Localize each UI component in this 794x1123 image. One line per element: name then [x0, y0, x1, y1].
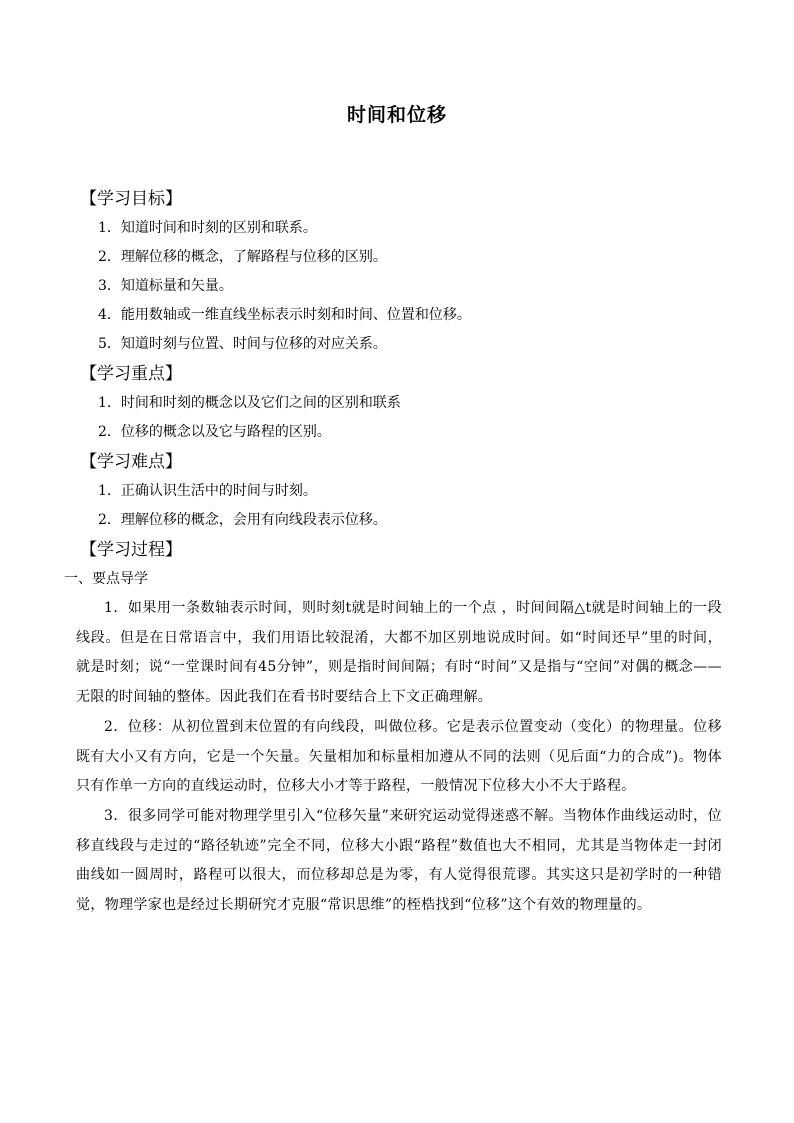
section-title: 一、要点导学: [64, 571, 148, 587]
objectives-heading: 【学习目标】: [80, 189, 182, 209]
key-point-item-1: 1．时间和时刻的概念以及它们之间的区别和联系: [98, 395, 401, 411]
objective-item-1: 1．知道时间和时刻的区别和联系。: [98, 220, 317, 236]
key-points-heading: 【学习重点】: [80, 364, 182, 384]
objective-item-2: 2．理解位移的概念，了解路程与位移的区别。: [98, 249, 387, 265]
process-paragraph-1: 1．如果用一条数轴表示时间，则时刻t就是时间轴上的一个点 ，时间间隔△t就是时间轴上的一段线段。但是在日常语言中，我们用语比较混淆，大都不加区别地说成时间。如“时间还早”里的时间，就是时刻；说“一堂课时间有45分钟”，则是指时间间隔；有时“时间”又是指与“空间”对偶的概念——无限的时间轴的整体。因此我们在看书时要结合上下文正确理解。: [76, 600, 722, 706]
process-heading: 【学习过程】: [80, 540, 182, 560]
page-title: 时间和位移: [346, 104, 447, 126]
process-paragraph-2: 2．位移：从初位置到末位置的有向线段，叫做位移。它是表示位置变动（变化）的物理量。位移既有大小又有方向，它是一个矢量。矢量相加和标量相加遵从不同的法则（见后面“力的合成”)。物体只有作单一方向的直线运动时，位移大小才等于路程，一般情况下位移大小不大于路程。: [76, 718, 722, 795]
key-point-item-2: 2．位移的概念以及它与路程的区别。: [98, 424, 331, 440]
difficulties-heading: 【学习难点】: [80, 452, 182, 472]
objective-item-5: 5．知道时刻与位置、时间与位移的对应关系。: [98, 336, 387, 352]
difficulty-item-2: 2．理解位移的概念，会用有向线段表示位移。: [98, 512, 387, 528]
objective-item-4: 4．能用数轴或一维直线坐标表示时刻和时间、位置和位移。: [98, 307, 471, 323]
objective-item-3: 3．知道标量和矢量。: [98, 278, 233, 294]
difficulty-item-1: 1．正确认识生活中的时间与时刻。: [98, 483, 317, 499]
process-paragraph-3: 3．很多同学可能对物理学里引入“位移矢量”来研究运动觉得迷惑不解。当物体作曲线运动时，位移直线段与走过的“路径轨迹”完全不同，位移大小跟“路程”数值也大不相同，尤其是当物体走一封闭曲线如一圆周时，路程可以很大，而位移却总是为零，有人觉得很荒谬。其实这只是初学时的一种错觉，物理学家也是经过长期研究才克服“常识思维”的桎梏找到“位移”这个有效的物理量的。: [76, 807, 722, 914]
document-body: [64, 184, 728, 921]
